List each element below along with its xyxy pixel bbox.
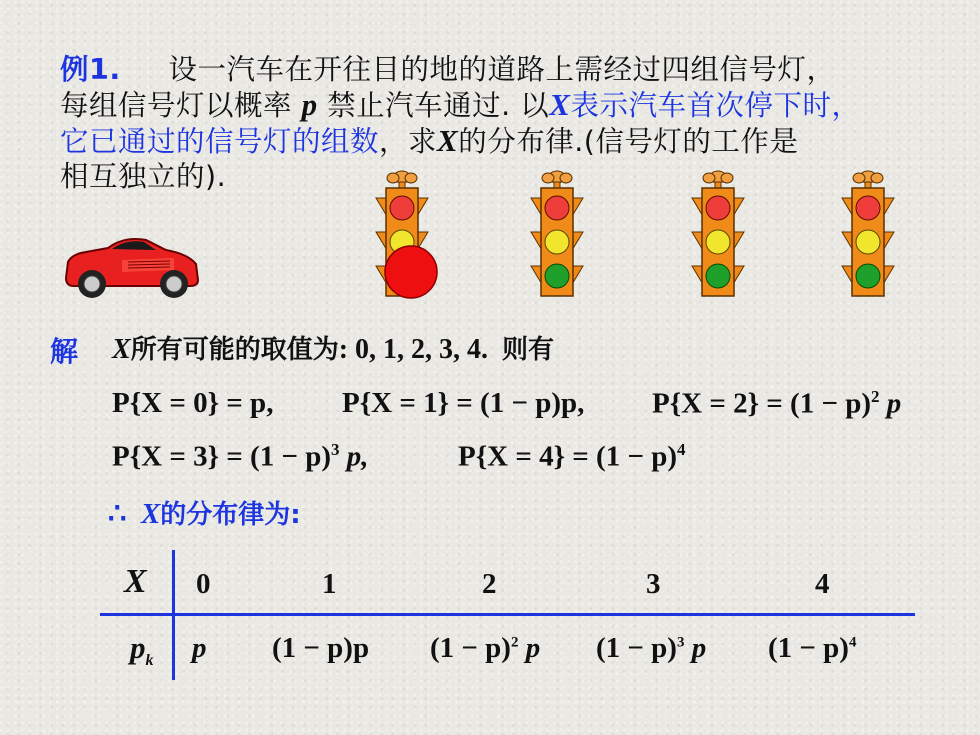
equation-5-exp: 4	[677, 440, 686, 459]
problem-text-3d: (信号灯的工作是	[583, 125, 799, 158]
equation-5-base: P{X = 4} = (1 − p)	[458, 440, 678, 473]
problem-text-2d: 表示汽车首次停下时，	[570, 89, 861, 122]
problem-text-3c: 的分布律.	[458, 125, 584, 158]
equation-3	[652, 387, 901, 421]
problem-line-1	[60, 52, 950, 87]
table-p-4-base: (1 − p)	[768, 632, 849, 664]
solution-values-line	[112, 329, 554, 366]
table-p-4	[768, 632, 856, 665]
problem-text-2b: 禁止汽车通过.	[327, 89, 511, 122]
equation-3-exp: 2	[871, 387, 880, 406]
equation-4-base: P{X = 3} = (1 − p)	[112, 440, 332, 473]
var-p: p	[301, 87, 318, 122]
problem-text-3b: ，求	[379, 125, 438, 158]
table-horizontal-rule	[100, 613, 915, 616]
table-p-1: (1 − p)p	[272, 632, 370, 664]
table-p-3	[596, 632, 706, 665]
table-vertical-rule	[172, 550, 175, 680]
table-p-3-exp: 3	[676, 634, 685, 651]
table-p-0	[192, 632, 207, 665]
values-text: 所有可能的取值为	[130, 335, 339, 365]
therefore-symbol: ∴	[108, 498, 127, 530]
table-x-3: 3	[646, 568, 661, 600]
then-text: 则有	[502, 335, 555, 365]
table-p-4-exp: 4	[848, 634, 857, 651]
equation-4-exp: 3	[331, 440, 340, 459]
equation-3-base: P{X = 2} = (1 − p)	[652, 387, 872, 420]
table-header-p: p	[130, 630, 146, 665]
equation-5	[458, 440, 686, 474]
equation-1: P{X = 0} = p,	[112, 387, 274, 419]
traffic-lights-group	[370, 168, 900, 303]
equation-4-tail: p,	[346, 440, 369, 473]
table-p-2	[430, 632, 540, 665]
problem-text-1: 设一汽车在开往目的地的道路上需经过四组信号灯，	[168, 53, 836, 86]
table-header-pk	[130, 630, 154, 670]
equation-4	[112, 440, 369, 474]
problem-line-2	[60, 87, 950, 123]
problem-text-2a: 每组信号灯以概率	[60, 89, 293, 122]
red-car-icon	[62, 230, 202, 302]
solution-label: 解	[50, 335, 79, 368]
example-label: 例1.	[60, 53, 121, 86]
problem-text-2c: 以	[520, 89, 550, 122]
problem-line-4: 相互独立的).	[60, 160, 227, 193]
table-p-2-base: (1 − p)	[430, 632, 511, 664]
table-p-2-tail: p	[525, 632, 541, 664]
table-header-x-text: X	[124, 563, 147, 600]
table-p-0-text: p	[192, 632, 207, 664]
equation-3-tail: p	[886, 387, 902, 420]
table-p-2-exp: 2	[510, 634, 519, 651]
table-x-4: 4	[815, 568, 830, 600]
table-p-3-tail: p	[691, 632, 707, 664]
table-x-2: 2	[482, 568, 497, 600]
equation-2: P{X = 1} = (1 − p)p,	[342, 387, 585, 419]
var-x: X	[549, 87, 571, 122]
problem-text-3a: 它已通过的信号灯的组数	[60, 125, 380, 158]
var-x-4: X	[140, 498, 161, 530]
table-header-x	[124, 563, 147, 601]
table-p-3-base: (1 − p)	[596, 632, 677, 664]
therefore-line	[108, 494, 301, 531]
var-x-2: X	[437, 123, 459, 158]
table-header-k: k	[145, 652, 154, 670]
table-x-1: 1	[322, 568, 337, 600]
values-list: : 0, 1, 2, 3, 4.	[338, 334, 489, 365]
therefore-text: 的分布律为:	[160, 500, 301, 530]
var-x-3: X	[112, 334, 131, 365]
table-x-0: 0	[196, 568, 211, 600]
problem-line-3	[60, 123, 950, 159]
